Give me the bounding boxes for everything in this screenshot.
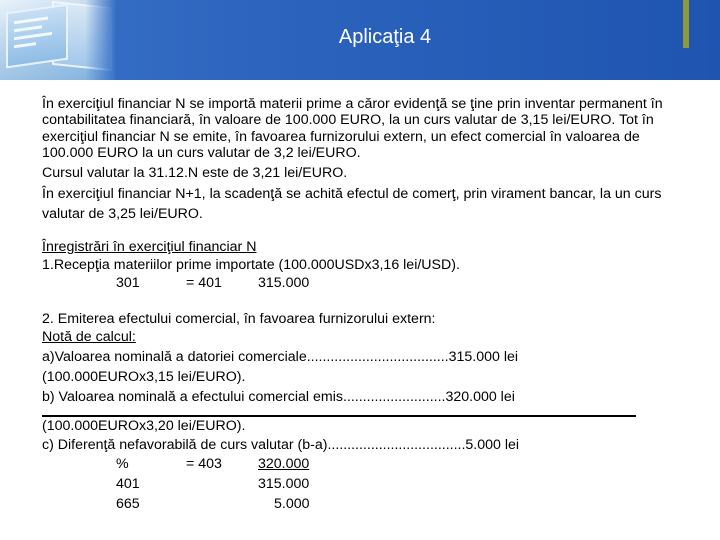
entry2-credit: = 403 <box>186 455 222 472</box>
accent-bar <box>683 0 689 48</box>
step1-text: 1.Recepţia materiilor prime importate (100.000USDx3,16 lei/USD). <box>42 256 460 273</box>
entry2-row-3 <box>42 495 682 515</box>
entry1-credit: = 401 <box>186 274 222 291</box>
step2-text: 2. Emiterea efectului comercial, în favoarea furnizorului extern: <box>42 310 436 327</box>
n1-paragraph: În exerciţiul financiar N+1, la scadenţă se achită efectul de comerţ, prin virament bancar, la un curs valutar de 3,25 lei/EURO. <box>42 185 662 222</box>
entry2-account: 665 <box>116 495 140 512</box>
records-heading: Înregistrări în exerciţiul financiar N <box>42 238 257 255</box>
entry1-debit: 301 <box>116 274 140 291</box>
entry2-row-2 <box>42 475 682 495</box>
calc-line-a: a)Valoarea nominală a datoriei comerciale....................................315.000 lei <box>42 348 519 365</box>
intro-paragraph: În exerciţiul financiar N se importă materii prime a căror evidenţă se ţine prin inventar permanent în contabilitatea financiară, în valoare de 100.000 EURO, la un curs valutar de 3,15 lei/EURO. Tot în exerciţiul financiar N se emite, în favoarea furnizorului extern, un efect comercial în valoarea de 100.000 EURO la un curs valutar de 3,2 lei/EURO. <box>42 96 663 162</box>
entry2-row-1 <box>42 455 682 475</box>
entry2-account: % <box>116 455 129 472</box>
calc-line-c: c) Diferenţă nefavorabilă de curs valutar (b-a)...................................5.000 lei <box>42 436 520 453</box>
entry1-amount: 315.000 <box>258 274 310 291</box>
header-computer-image <box>0 0 115 80</box>
entry2-amount: 320.000 <box>258 455 310 472</box>
calc-note-label: Notă de calcul: <box>42 328 136 345</box>
screen-image-front <box>6 4 68 69</box>
calc-line-a2: (100.000EUROx3,15 lei/EURO). <box>42 368 246 385</box>
entry1-row <box>42 274 682 294</box>
exchange-rate-line: Cursul valutar la 31.12.N este de 3,21 lei/EURO. <box>42 164 348 181</box>
entry2-account: 401 <box>116 475 140 492</box>
entry2-amount: 5.000 <box>274 495 310 512</box>
slide-body <box>42 96 682 515</box>
slide-title: Aplicaţia 4 <box>338 26 432 48</box>
calc-line-b2: (100.000EUROx3,20 lei/EURO). <box>42 417 246 434</box>
header-image-fade <box>85 0 115 80</box>
slide-header <box>0 0 720 80</box>
entry2-amount: 315.000 <box>258 475 310 492</box>
calc-line-b: b) Valoarea nominală a efectului comercial emis..........................320.000 lei <box>42 388 515 405</box>
